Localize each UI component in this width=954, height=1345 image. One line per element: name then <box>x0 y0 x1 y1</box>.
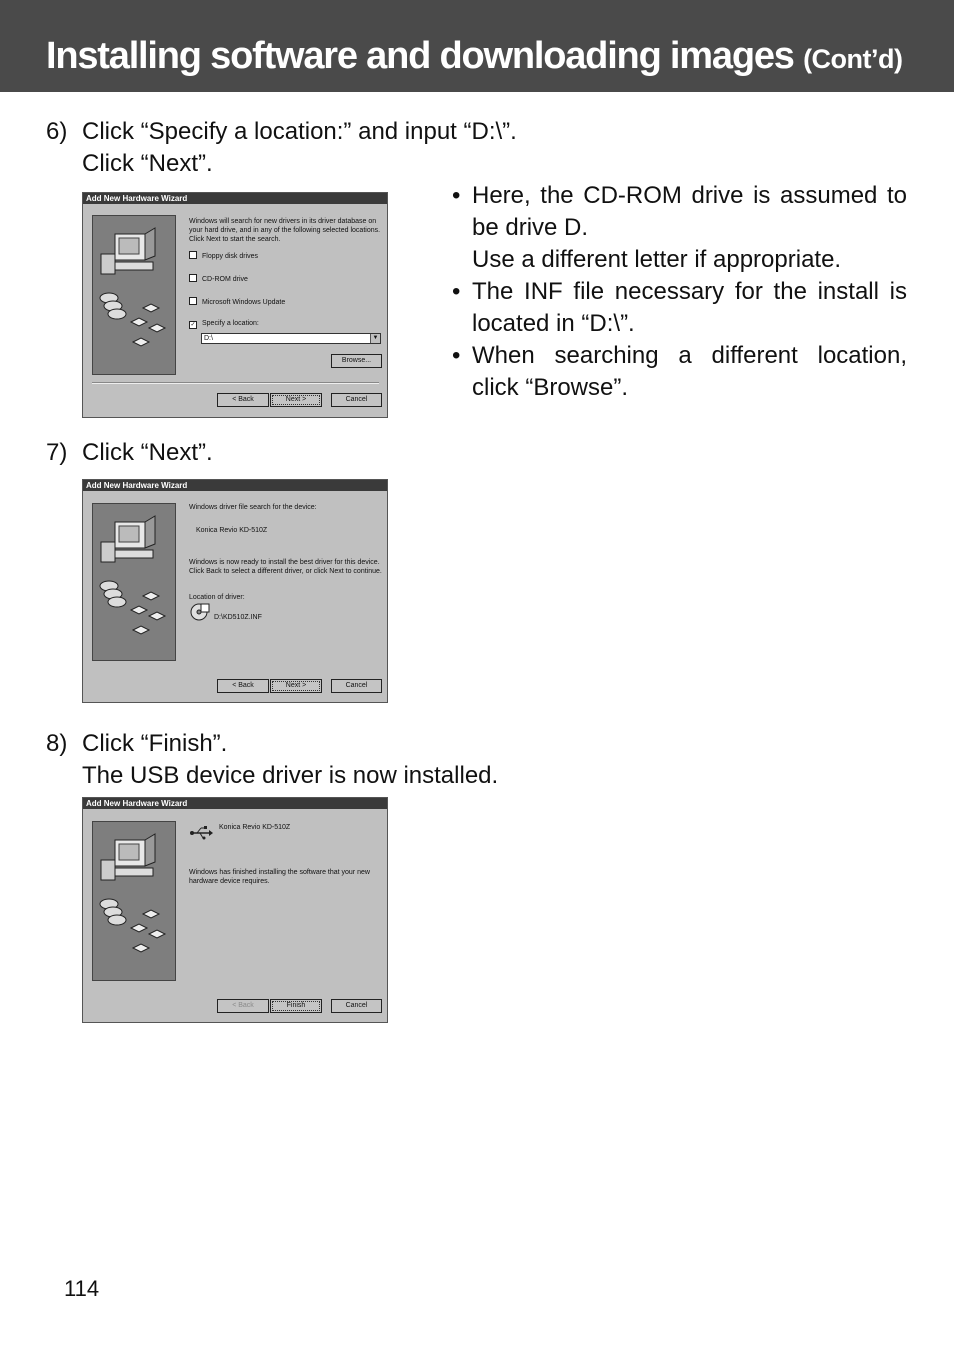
notes-list <box>452 180 907 404</box>
dialog-title-bar: Add New Hardware Wizard <box>83 193 387 204</box>
note-text: The INF file necessary for the install is located in “D:\”. <box>472 278 907 337</box>
next-button[interactable]: Next > <box>270 393 322 407</box>
step-text-secondary: The USB device driver is now installed. <box>82 762 499 789</box>
step-text: Click “Next”. <box>82 439 213 466</box>
note-item <box>452 276 907 340</box>
note-item <box>452 180 907 276</box>
cancel-button[interactable]: Cancel <box>331 679 382 693</box>
wizard-illustration <box>92 215 176 375</box>
note-text: When searching a different location, click “Browse”. <box>472 342 907 401</box>
page-header <box>0 0 954 92</box>
step-number: 8) <box>46 730 68 757</box>
dialog-text: Windows driver file search for the device: <box>189 504 317 511</box>
checkbox[interactable] <box>189 297 197 305</box>
wizard-illustration <box>92 503 176 661</box>
checkbox[interactable] <box>189 251 197 259</box>
divider <box>92 382 379 384</box>
bullet: • <box>452 342 461 369</box>
dialog-text: Windows is now ready to install the best driver for this device. Click Back to select a different driver, or click Next to continue. <box>189 559 382 575</box>
option-label: Floppy disk drives <box>202 253 259 260</box>
bullet: • <box>452 278 461 305</box>
wizard-dialog-search-options <box>82 192 388 418</box>
chevron-down-icon[interactable]: ▼ <box>370 334 380 343</box>
step-text: Click “Specify a location:” and input “D:\”. <box>82 118 517 145</box>
checkbox-checked[interactable]: ✓ <box>190 322 196 328</box>
note-text-secondary: Use a different letter if appropriate. <box>472 246 842 273</box>
location-value: D:\ <box>204 335 213 342</box>
location-combo[interactable] <box>201 333 381 344</box>
finished-message: Windows has finished installing the software that your new hardware device requires. <box>189 869 370 885</box>
device-name: Konica Revio KD-510Z <box>219 824 291 831</box>
dialog-title-bar: Add New Hardware Wizard <box>83 480 387 491</box>
location-label: Location of driver: <box>189 594 245 601</box>
step-text: Click “Finish”. <box>82 730 228 757</box>
option-label: Specify a location: <box>202 320 259 327</box>
checkbox[interactable] <box>189 274 197 282</box>
wizard-illustration <box>92 821 176 981</box>
option-floppy[interactable] <box>189 251 258 261</box>
browse-button[interactable]: Browse... <box>331 354 382 368</box>
dialog-instructions: Windows will search for new drivers in its driver database on your hard drive, and in any of the following selected locations. Click Next to start the search. <box>189 218 381 243</box>
back-button[interactable]: < Back <box>217 393 269 407</box>
option-label: Microsoft Windows Update <box>202 299 286 306</box>
back-button-disabled: < Back <box>217 999 269 1013</box>
page-title <box>46 33 903 82</box>
back-button[interactable]: < Back <box>217 679 269 693</box>
computer-and-disks-icon <box>93 216 175 374</box>
computer-and-disks-icon <box>93 504 175 660</box>
finish-button[interactable]: Finish <box>270 999 322 1013</box>
step-8 <box>46 728 498 792</box>
cancel-button[interactable]: Cancel <box>331 393 382 407</box>
usb-icon <box>189 825 213 841</box>
setup-file-icon <box>189 602 211 622</box>
dialog-title-bar: Add New Hardware Wizard <box>83 798 387 809</box>
page-title-text: Installing software and downloading images <box>46 35 794 77</box>
step-text-secondary: Click “Next”. <box>82 150 213 177</box>
wizard-dialog-finished <box>82 797 388 1023</box>
option-windows-update[interactable] <box>189 297 285 307</box>
step-7 <box>46 437 213 469</box>
step-number: 6) <box>46 118 68 145</box>
bullet: • <box>452 182 461 209</box>
step-number: 7) <box>46 439 68 466</box>
note-text: Here, the CD-ROM drive is assumed to be drive D. <box>472 182 907 241</box>
page-number: 114 <box>64 1276 100 1301</box>
device-name: Konica Revio KD-510Z <box>196 527 268 534</box>
computer-and-disks-icon <box>93 822 175 980</box>
option-specify-location[interactable] <box>189 319 259 329</box>
wizard-dialog-driver-found <box>82 479 388 703</box>
option-label: CD-ROM drive <box>202 276 248 283</box>
cancel-button[interactable]: Cancel <box>331 999 382 1013</box>
page-title-suffix: (Cont’d) <box>803 44 903 74</box>
driver-path: D:\KD510Z.INF <box>214 614 262 621</box>
next-button[interactable]: Next > <box>270 679 322 693</box>
step-6 <box>46 116 517 180</box>
note-item <box>452 340 907 404</box>
option-cdrom[interactable] <box>189 274 248 284</box>
